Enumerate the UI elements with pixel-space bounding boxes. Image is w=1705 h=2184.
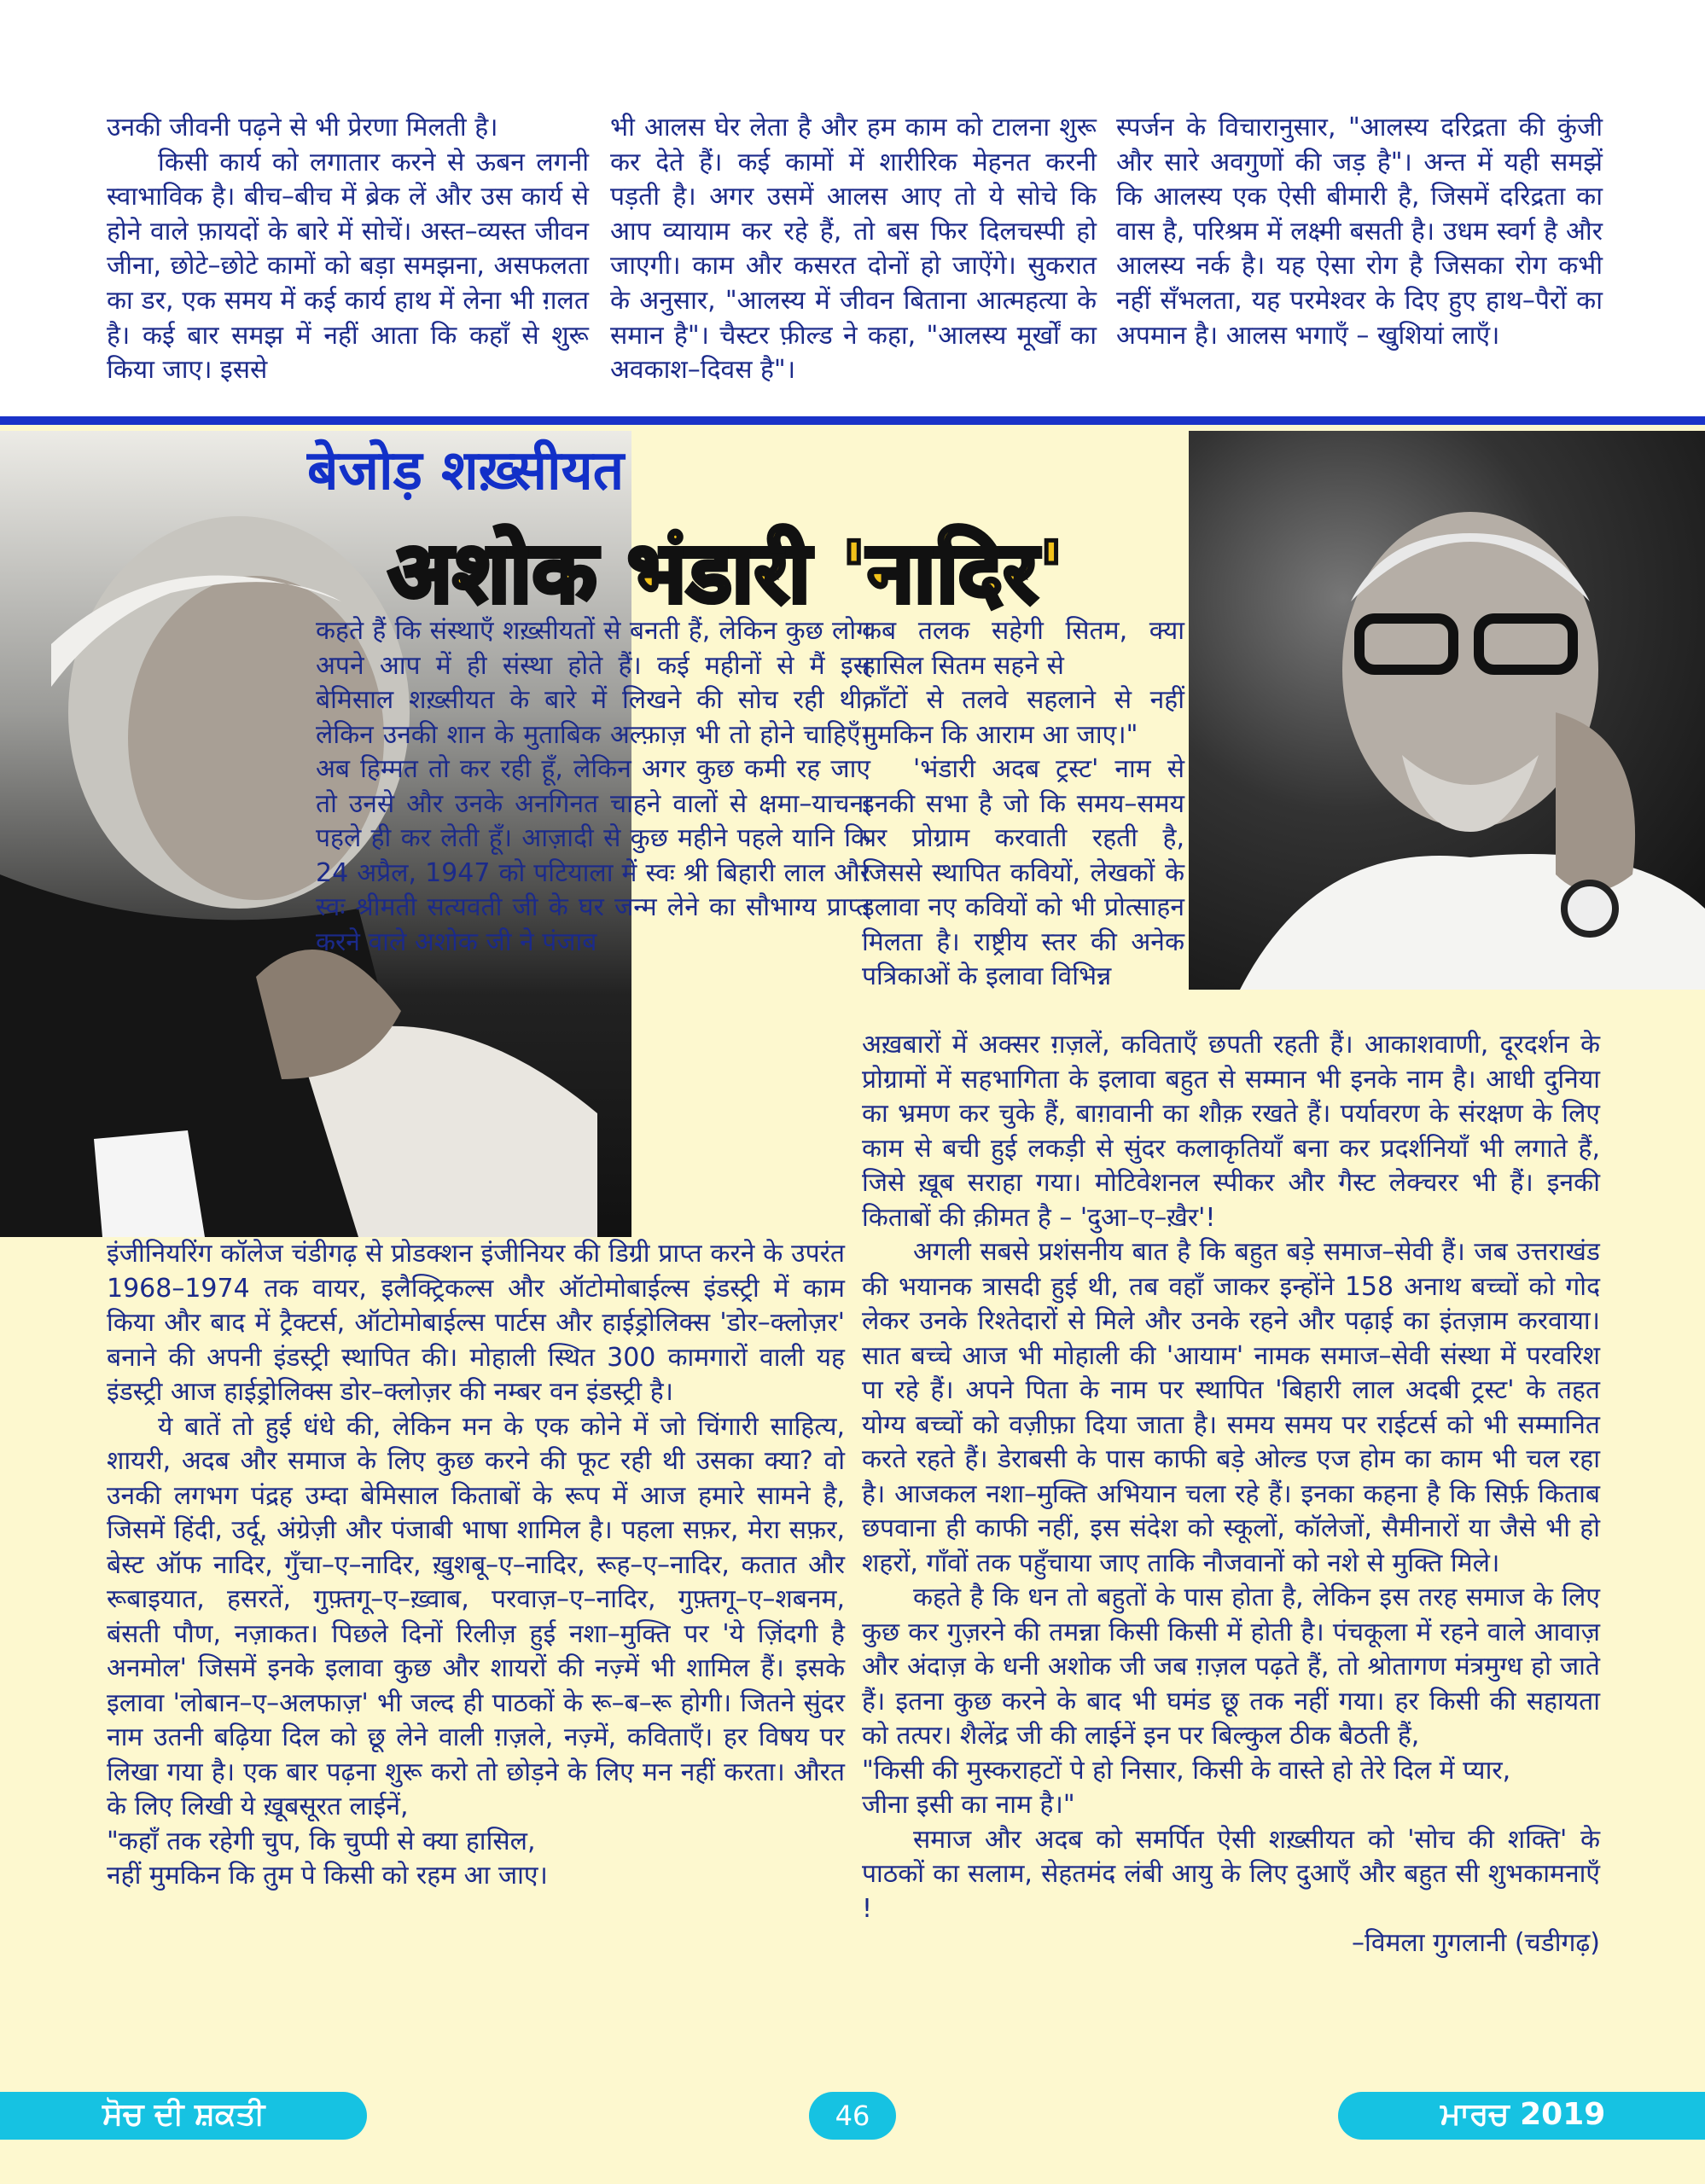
left-quote-2: नहीं मुमकिन कि तुम पे किसी को रहम आ जाए। xyxy=(107,1861,548,1891)
top-col2-para: भी आलस घेर लेता है और हम काम को टालना शुरू कर देते हैं। कई कामों में शारीरिक मेहनत करनी पड़ती है। अगर उसमें आलस आए तो ये सोचे कि आप व्यायाम कर रहे हैं, तो बस फिर दिलचस्पी हो जाएगी। काम और कसरत दोनों हो जाऐंगे। सुकरात के अनुसार, "आलस्य में जीवन बिताना आत्महत्या के समान है"। चैस्टर फ़ील्ड ने कहा, "आलस्य मूर्खों का अवकाश–दिवस है"। xyxy=(610,113,1097,386)
feature-kicker: बेजोड़ शख़्सीयत xyxy=(307,439,625,502)
feature-title: अशोक भंडारी 'नादिर' xyxy=(388,524,1065,622)
feature-intro xyxy=(316,614,870,960)
portrait-photo-thinking xyxy=(1189,431,1705,990)
right-para-1: अख़बारों में अक्सर ग़ज़लें, कविताएँ छपती रहती हैं। आकाशवाणी, दूरदर्शन के प्रोग्रामों में सहभागिता के इलावा बहुत से सम्मान भी इनके नाम है। आधी दुनिया का भ्रमण कर चुके हैं, बाग़वानी का शौक़ रखते हैं। पर्यावरण के संरक्षण के लिए काम से बची हुई लकड़ी से सुंदर कलाकृतियाँ बना कर प्रदर्शनियाँ भी लगाते हैं, जिसे ख़ूब सराहा गया। मोटिवेशनल स्पीकर और गैस्ट लेक्चरर भी हैं। इनकी किताबों की क़ीमत है – 'दुआ–ए–ख़ैर'! xyxy=(862,1030,1600,1233)
author-signature: –विमला गुगलानी (चडीगढ़) xyxy=(1352,1928,1600,1958)
footer-magazine-name xyxy=(0,2092,367,2140)
footer-page-number xyxy=(809,2092,896,2140)
middle-verse-1: कब तलक सहेगी सितम, क्या हासिल सितम सहने से xyxy=(862,616,1184,681)
top-col1-para-2: किसी कार्य को लगातार करने से ऊबन लगनी स्वाभाविक है। बीच–बीच में ब्रेक लें और उस कार्य से होने वाले फ़ायदों के बारे में सोचें। अस्त–व्यस्त जीवन जीना, छोटे–छोटे कामों को बड़ा समझना, असफलता का डर, एक समय में कई कार्य हाथ में लेना भी ग़लत है। कई बार समझ में नहीं आता कि कहाँ से शुरू किया जाए। इससे xyxy=(107,147,589,386)
top-column-1 xyxy=(107,111,589,388)
top-col1-para-1: उनकी जीवनी पढ़ने से भी प्रेरणा मिलती है। xyxy=(107,113,498,142)
middle-para: 'भंडारी अदब ट्रस्ट' नाम से इनकी सभा है जो कि समय–समय पर प्रोग्राम करवाती रहती है, जिससे स्थापित कवियों, लेखकों के इलावा नए कवियों को भी प्रोत्साहन मिलता है। राष्ट्रीय स्तर की अनेक पत्रिकाओं के इलावा विभिन्न xyxy=(862,754,1184,991)
intro-para: कहते हैं कि संस्थाएँ शख़्सीयतों से बनती हैं, लेकिन कुछ लोग अपने आप में ही संस्था होते हैं। कई महीनों से मैं इस बेमिसाल शख़्सीयत के बारे में लिखने की सोच रही थी, लेकिन उनकी शान के मुताबिक अल्फ़ाज़ भी तो होने चाहिएँ।अब हिम्मत तो कर रही हूँ, लेकिन अगर कुछ कमी रह जाए तो उनसे और उनके अनगिनत चाहने वालों से क्षमा–याचना पहले ही कर लेती हूँ। आज़ादी से कुछ महीने पहले यानि कि 24 अप्रैल, 1947 को पटियाला में स्वः श्री बिहारी लाल और स्वः श्रीमती सत्यवती जी के घर जन्म लेने का सौभाग्य प्राप्त करने वाले अशोक जी ने पंजाब xyxy=(316,616,870,957)
middle-verse-2: काँटों से तलवे सहलाने से नहीं मुमकिन कि आराम आ जाए।" xyxy=(862,685,1184,750)
issue-date: ਮਾਰਚ 2019 xyxy=(1440,2097,1606,2132)
top-col3-para: स्पर्जन के विचारानुसार, "आलस्य दरिद्रता की कुंजी और सारे अवगुणों की जड़ है"। अन्त में यही समझें कि आलस्य एक ऐसी बीमारी है, जिसमें दरिद्रता का वास है, परिश्रम में लक्ष्मी बसती है। उधम स्वर्ग है और आलस्य नर्क है। यह ऐसा रोग है जिसका रोग कभी नहीं सँभलता, यह परमेश्वर के दिए हुए हाथ–पैरों का अपमान है। आलस भगाएँ – खुशियां लाएँ। xyxy=(1116,113,1603,351)
left-quote-1: "कहाँ तक रहेगी चुप, कि चुप्पी से क्या हासिल, xyxy=(107,1826,536,1856)
magazine-name: ਸੋਚ ਦੀ ਸ਼ਕਤੀ xyxy=(102,2097,265,2132)
portrait-thinking-illustration xyxy=(1189,431,1705,990)
right-quote-2: जीना इसी का नाम है।" xyxy=(862,1790,1075,1820)
footer-issue-date xyxy=(1338,2092,1705,2140)
top-column-2 xyxy=(610,111,1097,388)
left-para-2: ये बातें तो हुई धंधे की, लेकिन मन के एक कोने में जो चिंगारी साहित्य, शायरी, अदब और समाज के लिए कुछ करने की फूट रही थी उसका क्या? वो उनकी लगभग पंद्रह उम्दा बेमिसाल किताबों के रूप में आज हमारे सामने है, जिसमें हिंदी, उर्दू, अंग्रेज़ी और पंजाबी भाषा शामिल है। पहला सफ़र, मेरा सफ़र, बेस्ट ऑफ नादिर, गुँचा–ए–नादिर, ख़ुशबू–ए–नादिर, रूह–ए–नादिर, कतात और रूबाइयात, हसरतें, गुफ़्तगू–ए–ख़्वाब, परवाज़–ए–नादिर, गुफ़्तगू–ए–शबनम, बंसती पौण, नज़ाकत। पिछले दिनों रिलीज़ हुई नशा–मुक्ति पर 'ये ज़िंदगी है अनमोल' जिसमें इनके इलावा कुछ और शायरों की नज़्में भी शामिल हैं। इसके इलावा 'लोबान–ए–अलफाज़' भी जल्द ही पाठकों के रू–ब–रू होगी। जितने सुंदर नाम उतनी बढ़िया दिल को छू लेने वाली ग़ज़ले, नज़्में, कविताएँ। हर विषय पर लिखा गया है। एक बार पढ़ना शुरू करो तो छोड़ने के लिए मन नहीं करता। औरत के लिए लिखी ये ख़ूबसूरत लाईनें, xyxy=(107,1411,845,1821)
top-column-3 xyxy=(1116,111,1603,353)
feature-middle-column xyxy=(862,614,1184,995)
page-number: 46 xyxy=(835,2100,870,2132)
right-para-4: समाज और अदब को समर्पित ऐसी शख़्सीयत को 'सोच की शक्ति' के पाठकों का सलाम, सेहतमंद लंबी आयु के लिए दुआएँ और बहुत सी शुभकामनाएँ ! xyxy=(862,1824,1600,1924)
right-para-3: कहते है कि धन तो बहुतों के पास होता है, लेकिन इस तरह समाज के लिए कुछ कर गुज़रने की तमन्ना किसी किसी में होती है। पंचकूला में रहने वाले आवाज़ और अंदाज़ के धनी अशोक जी जब ग़ज़ल पढ़ते हैं, तो श्रोतागण मंत्रमुग्ध हो जाते हैं। इतना कुछ करने के बाद भी घमंड छू तक नहीं गया। हर किसी की सहायता को तत्पर। शैलेंद्र जी की लाईनें इन पर बिल्कुल ठीक बैठती हैं, xyxy=(862,1583,1600,1751)
feature-body-left xyxy=(107,1237,845,1894)
right-para-2: अगली सबसे प्रशंसनीय बात है कि बहुत बड़े समाज–सेवी हैं। जब उत्तराखंड की भयानक त्रासदी हुई थी, तब वहाँ जाकर इन्होंने 158 अनाथ बच्चों को गोद लेकर उनके रिश्तेदारों से मिले और उनके रहने और पढ़ाई का इंतज़ाम करवाया। सात बच्चे आज भी मोहाली की 'आयाम' नामक समाज–सेवी संस्था में परवरिश पा रहे हैं। अपने पिता के नाम पर स्थापित 'बिहारी लाल अदबी ट्रस्ट' के तहत योग्य बच्चों को वज़ीफ़ा दिया जाता है। समय समय पर राईटर्स को भी सम्मानित करते रहते हैं। डेराबसी के पास काफी बड़े ओल्ड एज होम का काम भी चल रहा है। आजकल नशा–मुक्ति अभियान चला रहे हैं। इनका कहना है कि सिर्फ़ किताब छपवाना ही काफी नहीं, इस संदेश को स्कूलों, कॉलेजों, सैमीनारों या जैसे भी हो शहरों, गाँवों तक पहुँचाया जाए ताकि नौजवानों को नशे से मुक्ति मिले। xyxy=(862,1237,1600,1578)
right-quote-1: "किसी की मुस्कराहटों पे हो निसार, किसी के वास्ते हो तेरे दिल में प्यार, xyxy=(862,1755,1511,1786)
section-divider xyxy=(0,416,1705,425)
feature-body-right xyxy=(862,1028,1600,1961)
left-para-1: इंजीनियरिंग कॉलेज चंडीगढ़ से प्रोडक्शन इंजीनियर की डिग्री प्राप्त करने के उपरंत 1968–1974 तक वायर, इलैक्ट्रिकल्स और ऑटोमोबाईल्स इंडस्ट्री में काम किया और बाद में ट्रैक्टर्स, ऑटोमोबाईल्स पार्टस और हाईड्रोलिक्स 'डोर–क्लोज़र' बनाने की अपनी इंडस्ट्री स्थापित की। मोहाली स्थित 300 कामगारों वाली यह इंडस्ट्री आज हाईड्रोलिक्स डोर–क्लोज़र की नम्बर वन इंडस्ट्री है। xyxy=(107,1239,845,1407)
